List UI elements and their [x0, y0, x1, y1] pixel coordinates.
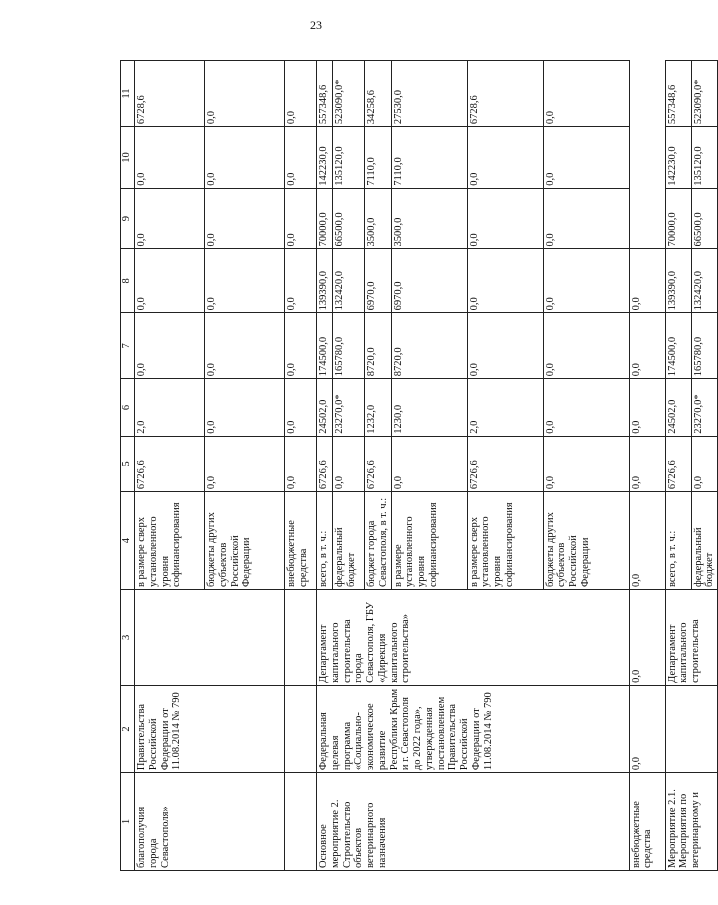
column-header: 2: [121, 685, 135, 772]
amount-cell: 0,0: [205, 436, 285, 491]
column-number-row: [121, 61, 135, 871]
amount-cell: 6726,6: [135, 436, 205, 491]
amount-cell: 2,0: [135, 379, 205, 436]
amount-cell: 0,0: [135, 127, 205, 189]
amount-cell: 3500,0: [391, 188, 467, 249]
amount-cell: 24502,0: [317, 379, 333, 436]
table-row: [135, 61, 205, 871]
amount-cell: 0,0: [629, 313, 665, 379]
column-header: 6: [121, 379, 135, 436]
amount-cell: 0,0: [691, 436, 718, 491]
text-cell: в размере сверх установленного уровня софинансирования: [135, 492, 205, 590]
amount-cell: 0,0: [629, 249, 665, 313]
amount-cell: 6970,0: [391, 249, 467, 313]
amount-cell: 139390,0: [317, 249, 333, 313]
amount-cell: 34258,6: [365, 61, 392, 127]
text-cell: [135, 590, 285, 686]
amount-cell: 0,0: [629, 685, 665, 772]
amount-cell: 8720,0: [391, 313, 467, 379]
amount-cell: 0,0: [467, 188, 543, 249]
amount-cell: 0,0: [629, 379, 665, 436]
column-header: 3: [121, 590, 135, 686]
amount-cell: 0,0: [333, 436, 365, 491]
column-header: 1: [121, 773, 135, 871]
amount-cell: 0,0: [285, 379, 317, 436]
text-cell: федеральный бюджет: [691, 492, 718, 590]
amount-cell: 174500,0: [665, 313, 691, 379]
amount-cell: 0,0: [285, 188, 317, 249]
amount-cell: 0,0: [543, 61, 629, 127]
text-cell: Мероприятие 2.1. Мероприятия по ветеринарному и: [665, 773, 718, 871]
text-cell: в размере сверх установленного уровня софинансирования: [467, 492, 543, 590]
text-cell: в размере установленного уровня софинансирования: [391, 492, 467, 590]
amount-cell: 0,0: [135, 188, 205, 249]
amount-cell: 6726,6: [317, 436, 333, 491]
amount-cell: 523090,0*: [333, 61, 365, 127]
amount-cell: 27530,0: [391, 61, 467, 127]
amount-cell: 174500,0: [317, 313, 333, 379]
text-cell: бюджет города Севастополя, в т. ч.:: [365, 492, 392, 590]
table-row: [629, 61, 665, 871]
amount-cell: 7110,0: [391, 127, 467, 189]
table-row: [317, 61, 333, 871]
amount-cell: 0,0: [205, 249, 285, 313]
amount-cell: 6970,0: [365, 249, 392, 313]
amount-cell: 0,0: [543, 436, 629, 491]
amount-cell: 0,0: [629, 590, 665, 686]
column-header: 9: [121, 188, 135, 249]
text-cell: бюджеты других субъектов Российской Федерации: [543, 492, 629, 590]
text-cell: федеральный бюджет: [333, 492, 365, 590]
text-cell: Правительства Российской Федерации от 11.08.2014 № 790: [135, 685, 285, 772]
table-row: [665, 61, 691, 871]
text-cell: всего, в т. ч.:: [317, 492, 333, 590]
amount-cell: 0,0: [543, 127, 629, 189]
column-header: 4: [121, 492, 135, 590]
text-cell: внебюджетные средства: [629, 773, 665, 871]
amount-cell: 0,0: [205, 313, 285, 379]
amount-cell: 70000,0: [317, 188, 333, 249]
page-number: 23: [310, 18, 322, 32]
amount-cell: 0,0: [629, 436, 665, 491]
amount-cell: 7110,0: [365, 127, 392, 189]
amount-cell: 0,0: [543, 313, 629, 379]
text-cell: Федеральная целевая программа «Социально-экономическое развитие Республики Крым и г. Севастополя до 2022 года», утвержденная постановлением Правительства Российской Федерации от 11.08.2014 № 790: [317, 685, 630, 772]
column-header: 10: [121, 127, 135, 189]
amount-cell: 0,0: [285, 127, 317, 189]
amount-cell: 0,0: [135, 249, 205, 313]
amount-cell: 0,0: [467, 127, 543, 189]
amount-cell: 23270,0*: [691, 379, 718, 436]
amount-cell: 0,0: [391, 436, 467, 491]
column-header: 5: [121, 436, 135, 491]
amount-cell: 24502,0: [665, 379, 691, 436]
amount-cell: 66500,0: [333, 188, 365, 249]
amount-cell: 0,0: [285, 249, 317, 313]
text-cell: бюджеты других субъектов Российской Федерации: [205, 492, 285, 590]
amount-cell: 0,0: [205, 379, 285, 436]
amount-cell: 0,0: [285, 61, 317, 127]
amount-cell: 142230,0: [317, 127, 333, 189]
amount-cell: 0,0: [467, 249, 543, 313]
text-cell: внебюджетные средства: [285, 492, 317, 590]
amount-cell: 1230,0: [391, 379, 467, 436]
amount-cell: 6726,6: [665, 436, 691, 491]
amount-cell: 557348,6: [665, 61, 691, 127]
amount-cell: 6726,6: [365, 436, 392, 491]
text-cell: [665, 685, 718, 772]
text-cell: Департамент капитального строительства города Севастополя, ГБУ «Дирекция капитального строительства»: [317, 590, 630, 686]
amount-cell: 139390,0: [665, 249, 691, 313]
amount-cell: 0,0: [543, 379, 629, 436]
amount-cell: 0,0: [135, 313, 205, 379]
amount-cell: 70000,0: [665, 188, 691, 249]
amount-cell: 0,0: [629, 492, 665, 590]
table-row: [285, 61, 317, 871]
amount-cell: 8720,0: [365, 313, 392, 379]
amount-cell: 142230,0: [665, 127, 691, 189]
rotated-table-frame: [120, 60, 716, 871]
amount-cell: 0,0: [543, 188, 629, 249]
amount-cell: 23270,0*: [333, 379, 365, 436]
amount-cell: 6726,6: [467, 436, 543, 491]
amount-cell: 2,0: [467, 379, 543, 436]
text-cell: [285, 773, 317, 871]
amount-cell: 132420,0: [333, 249, 365, 313]
amount-cell: 135120,0: [691, 127, 718, 189]
amount-cell: 0,0: [205, 188, 285, 249]
program-funding-table: [120, 60, 718, 871]
amount-cell: 0,0: [467, 313, 543, 379]
column-header: 8: [121, 249, 135, 313]
amount-cell: 6728,6: [135, 61, 205, 127]
text-cell: Основное мероприятие 2. Строительство объектов ветеринарного назначения: [317, 773, 630, 871]
text-cell: Департамент капитального строительства: [665, 590, 718, 686]
column-header: 7: [121, 313, 135, 379]
amount-cell: 135120,0: [333, 127, 365, 189]
amount-cell: 3500,0: [365, 188, 392, 249]
text-cell: всего, в т. ч.:: [665, 492, 691, 590]
column-header: 11: [121, 61, 135, 127]
amount-cell: 6728,6: [467, 61, 543, 127]
amount-cell: 0,0: [205, 127, 285, 189]
text-cell: [285, 685, 317, 772]
amount-cell: 0,0: [205, 61, 285, 127]
amount-cell: 523090,0*: [691, 61, 718, 127]
amount-cell: 66500,0: [691, 188, 718, 249]
amount-cell: 0,0: [285, 313, 317, 379]
amount-cell: 1232,0: [365, 379, 392, 436]
text-cell: [285, 590, 317, 686]
amount-cell: 132420,0: [691, 249, 718, 313]
amount-cell: 0,0: [285, 436, 317, 491]
rotated-table-container: [120, 60, 716, 871]
amount-cell: 165780,0: [333, 313, 365, 379]
amount-cell: 557348,6: [317, 61, 333, 127]
amount-cell: 0,0: [543, 249, 629, 313]
amount-cell: 165780,0: [691, 313, 718, 379]
text-cell: благополучия города Севастополя»: [135, 773, 285, 871]
